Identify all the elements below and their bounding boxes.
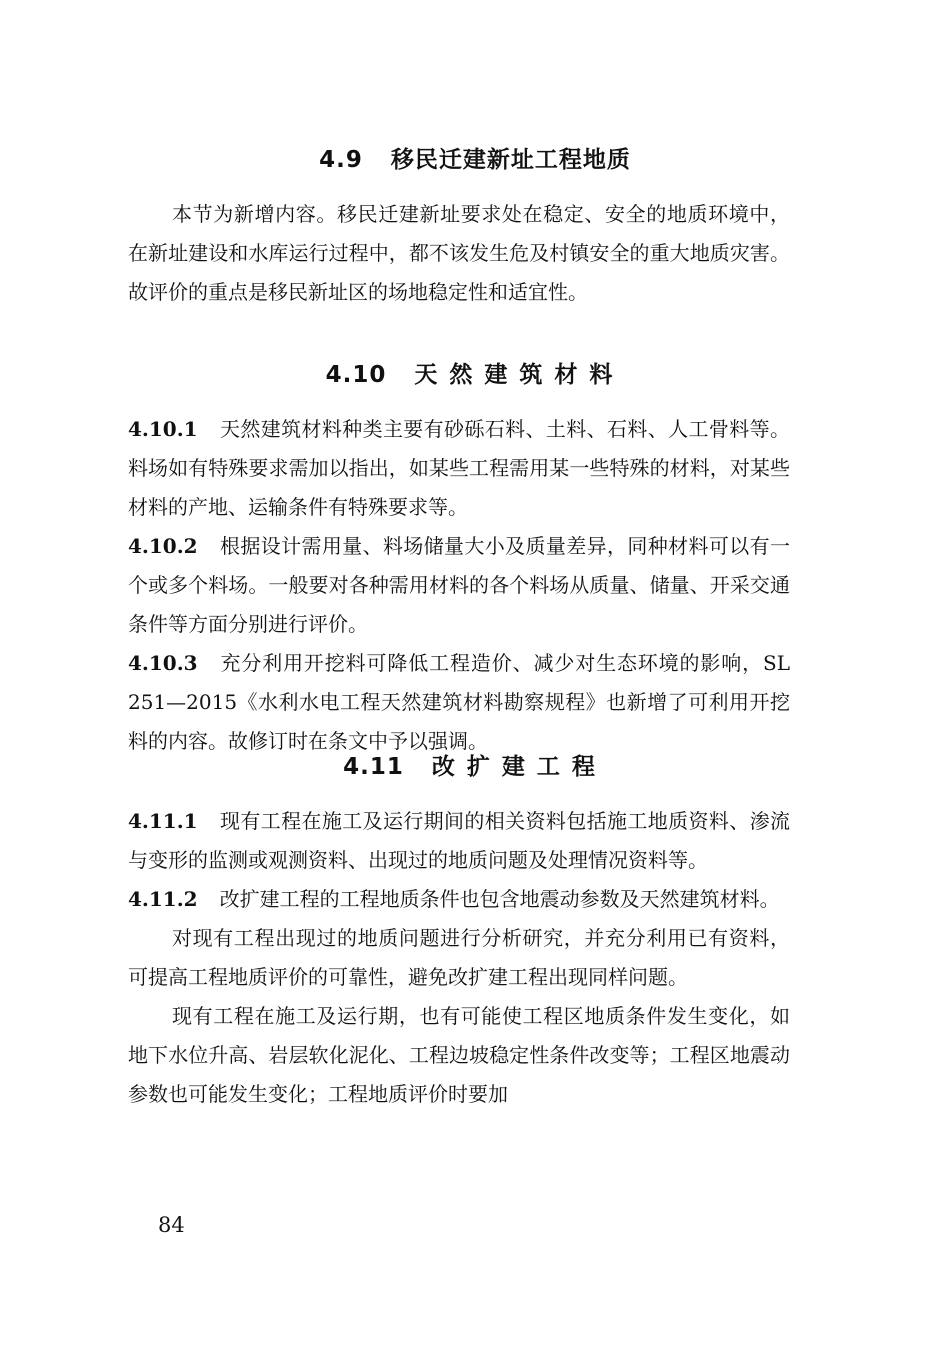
clause-4-11-2: [128, 880, 790, 919]
section-title: 天然建筑材料: [414, 362, 625, 388]
section-4-9-body: [128, 195, 790, 312]
section-heading-4-10: [0, 360, 950, 390]
clause-text: 现有工程在施工及运行期间的相关资料包括施工地质资料、渗流与变形的监测或观测资料、出现过的地质问题及处理情况资料等。: [128, 809, 790, 872]
clause-number: 4.10.2: [128, 534, 198, 558]
section-heading-4-11: [0, 752, 950, 782]
page-number: 84: [158, 1213, 185, 1237]
clause-4-10-1: [128, 410, 790, 527]
clause-number: 4.10.1: [128, 417, 198, 441]
clause-text: 充分利用开挖料可降低工程造价、减少对生态环境的影响，SL 251—2015《水利水电工程天然建筑材料勘察规程》也新增了可利用开挖料的内容。故修订时在条文中予以强调。: [128, 651, 790, 753]
section-number: 4.9: [319, 147, 363, 173]
section-title: 改扩建工程: [431, 754, 607, 780]
section-4-11-body: [128, 802, 790, 1114]
clause-text: 根据设计需用量、料场储量大小及质量差异，同种材料可以有一个或多个料场。一般要对各种需用材料的各个料场从质量、储量、开采交通条件等方面分别进行评价。: [128, 534, 790, 636]
section-title: 移民迁建新址工程地质: [390, 147, 631, 173]
section-heading-4-9: [0, 145, 950, 175]
paragraph: 现有工程在施工及运行期，也有可能使工程区地质条件发生变化，如地下水位升高、岩层软化泥化、工程边坡稳定性条件改变等；工程区地震动参数也可能发生变化；工程地质评价时要加: [128, 1004, 790, 1106]
clause-4-10-2: [128, 527, 790, 644]
clause-number: 4.11.2: [128, 887, 198, 911]
clause-text: 天然建筑材料种类主要有砂砾石料、土料、石料、人工骨料等。料场如有特殊要求需加以指出，如某些工程需用某一些特殊的材料，对某些材料的产地、运输条件有特殊要求等。: [128, 417, 790, 519]
section-number: 4.11: [343, 754, 404, 780]
clause-4-10-3: [128, 644, 790, 761]
clause-number: 4.11.1: [128, 809, 198, 833]
clause-4-11-1: [128, 802, 790, 880]
paragraph: 本节为新增内容。移民迁建新址要求处在稳定、安全的地质环境中，在新址建设和水库运行过程中，都不该发生危及村镇安全的重大地质灾害。故评价的重点是移民新址区的场地稳定性和适宜性。: [128, 202, 790, 304]
section-number: 4.10: [325, 362, 387, 388]
section-4-10-body: [128, 410, 790, 761]
clause-number: 4.10.3: [128, 651, 198, 675]
clause-text: 改扩建工程的工程地质条件也包含地震动参数及天然建筑材料。: [219, 887, 780, 911]
paragraph: 对现有工程出现过的地质问题进行分析研究，并充分利用已有资料，可提高工程地质评价的可靠性，避免改扩建工程出现同样问题。: [128, 926, 790, 989]
